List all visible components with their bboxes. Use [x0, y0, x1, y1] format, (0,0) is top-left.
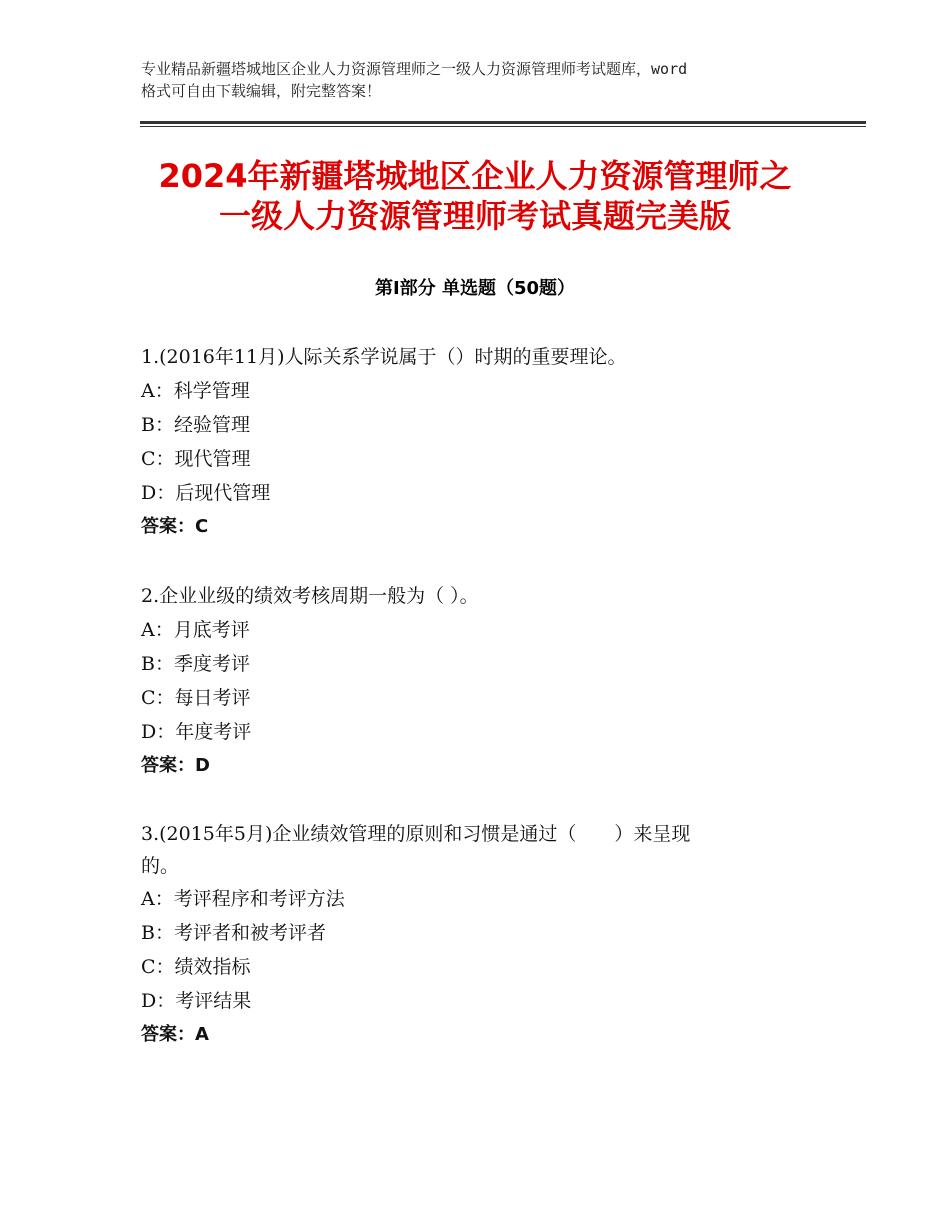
option-b: B：季度考评	[141, 653, 250, 675]
question-stem: 2.企业业级的绩效考核周期一般为（ ）。	[141, 585, 479, 607]
option-c: C：每日考评	[141, 687, 251, 709]
question-2	[141, 579, 791, 783]
answer: 答案：A	[141, 1024, 209, 1045]
option-d: D：考评结果	[141, 990, 252, 1012]
option-a: A：月底考评	[141, 619, 250, 641]
section-title: 第Ⅰ部分 单选题（50题）	[374, 278, 575, 299]
document-title-line: 一级人力资源管理师考试真题完美版	[218, 197, 731, 235]
answer: 答案：C	[141, 516, 209, 537]
option-a: A：考评程序和考评方法	[141, 888, 345, 910]
header-divider-thick	[140, 121, 866, 124]
option-c: C：现代管理	[141, 448, 251, 470]
header-divider-thin	[140, 126, 866, 127]
header-note	[141, 58, 821, 102]
header-note-line: 格式可自由下载编辑，附完整答案！	[141, 82, 382, 100]
document-title	[100, 156, 850, 236]
header-note-line: 专业精品新疆塔城地区企业人力资源管理师之一级人力资源管理师考试题库，word	[141, 60, 688, 78]
question-3	[141, 818, 791, 1052]
question-stem: 1.(2016年11月)人际关系学说属于（）时期的重要理论。	[141, 346, 627, 368]
question-stem-continued: 的。	[141, 855, 180, 877]
option-b: B：考评者和被考评者	[141, 922, 326, 944]
question-stem: 3.(2015年5月)企业绩效管理的原则和习惯是通过（ ）来呈现	[141, 823, 691, 845]
option-d: D：后现代管理	[141, 482, 271, 504]
option-b: B：经验管理	[141, 414, 250, 436]
option-c: C：绩效指标	[141, 956, 251, 978]
document-title-line: 2024年新疆塔城地区企业人力资源管理师之	[158, 157, 792, 195]
answer: 答案：D	[141, 755, 210, 776]
option-d: D：年度考评	[141, 721, 252, 743]
option-a: A：科学管理	[141, 380, 250, 402]
question-1	[141, 340, 791, 544]
